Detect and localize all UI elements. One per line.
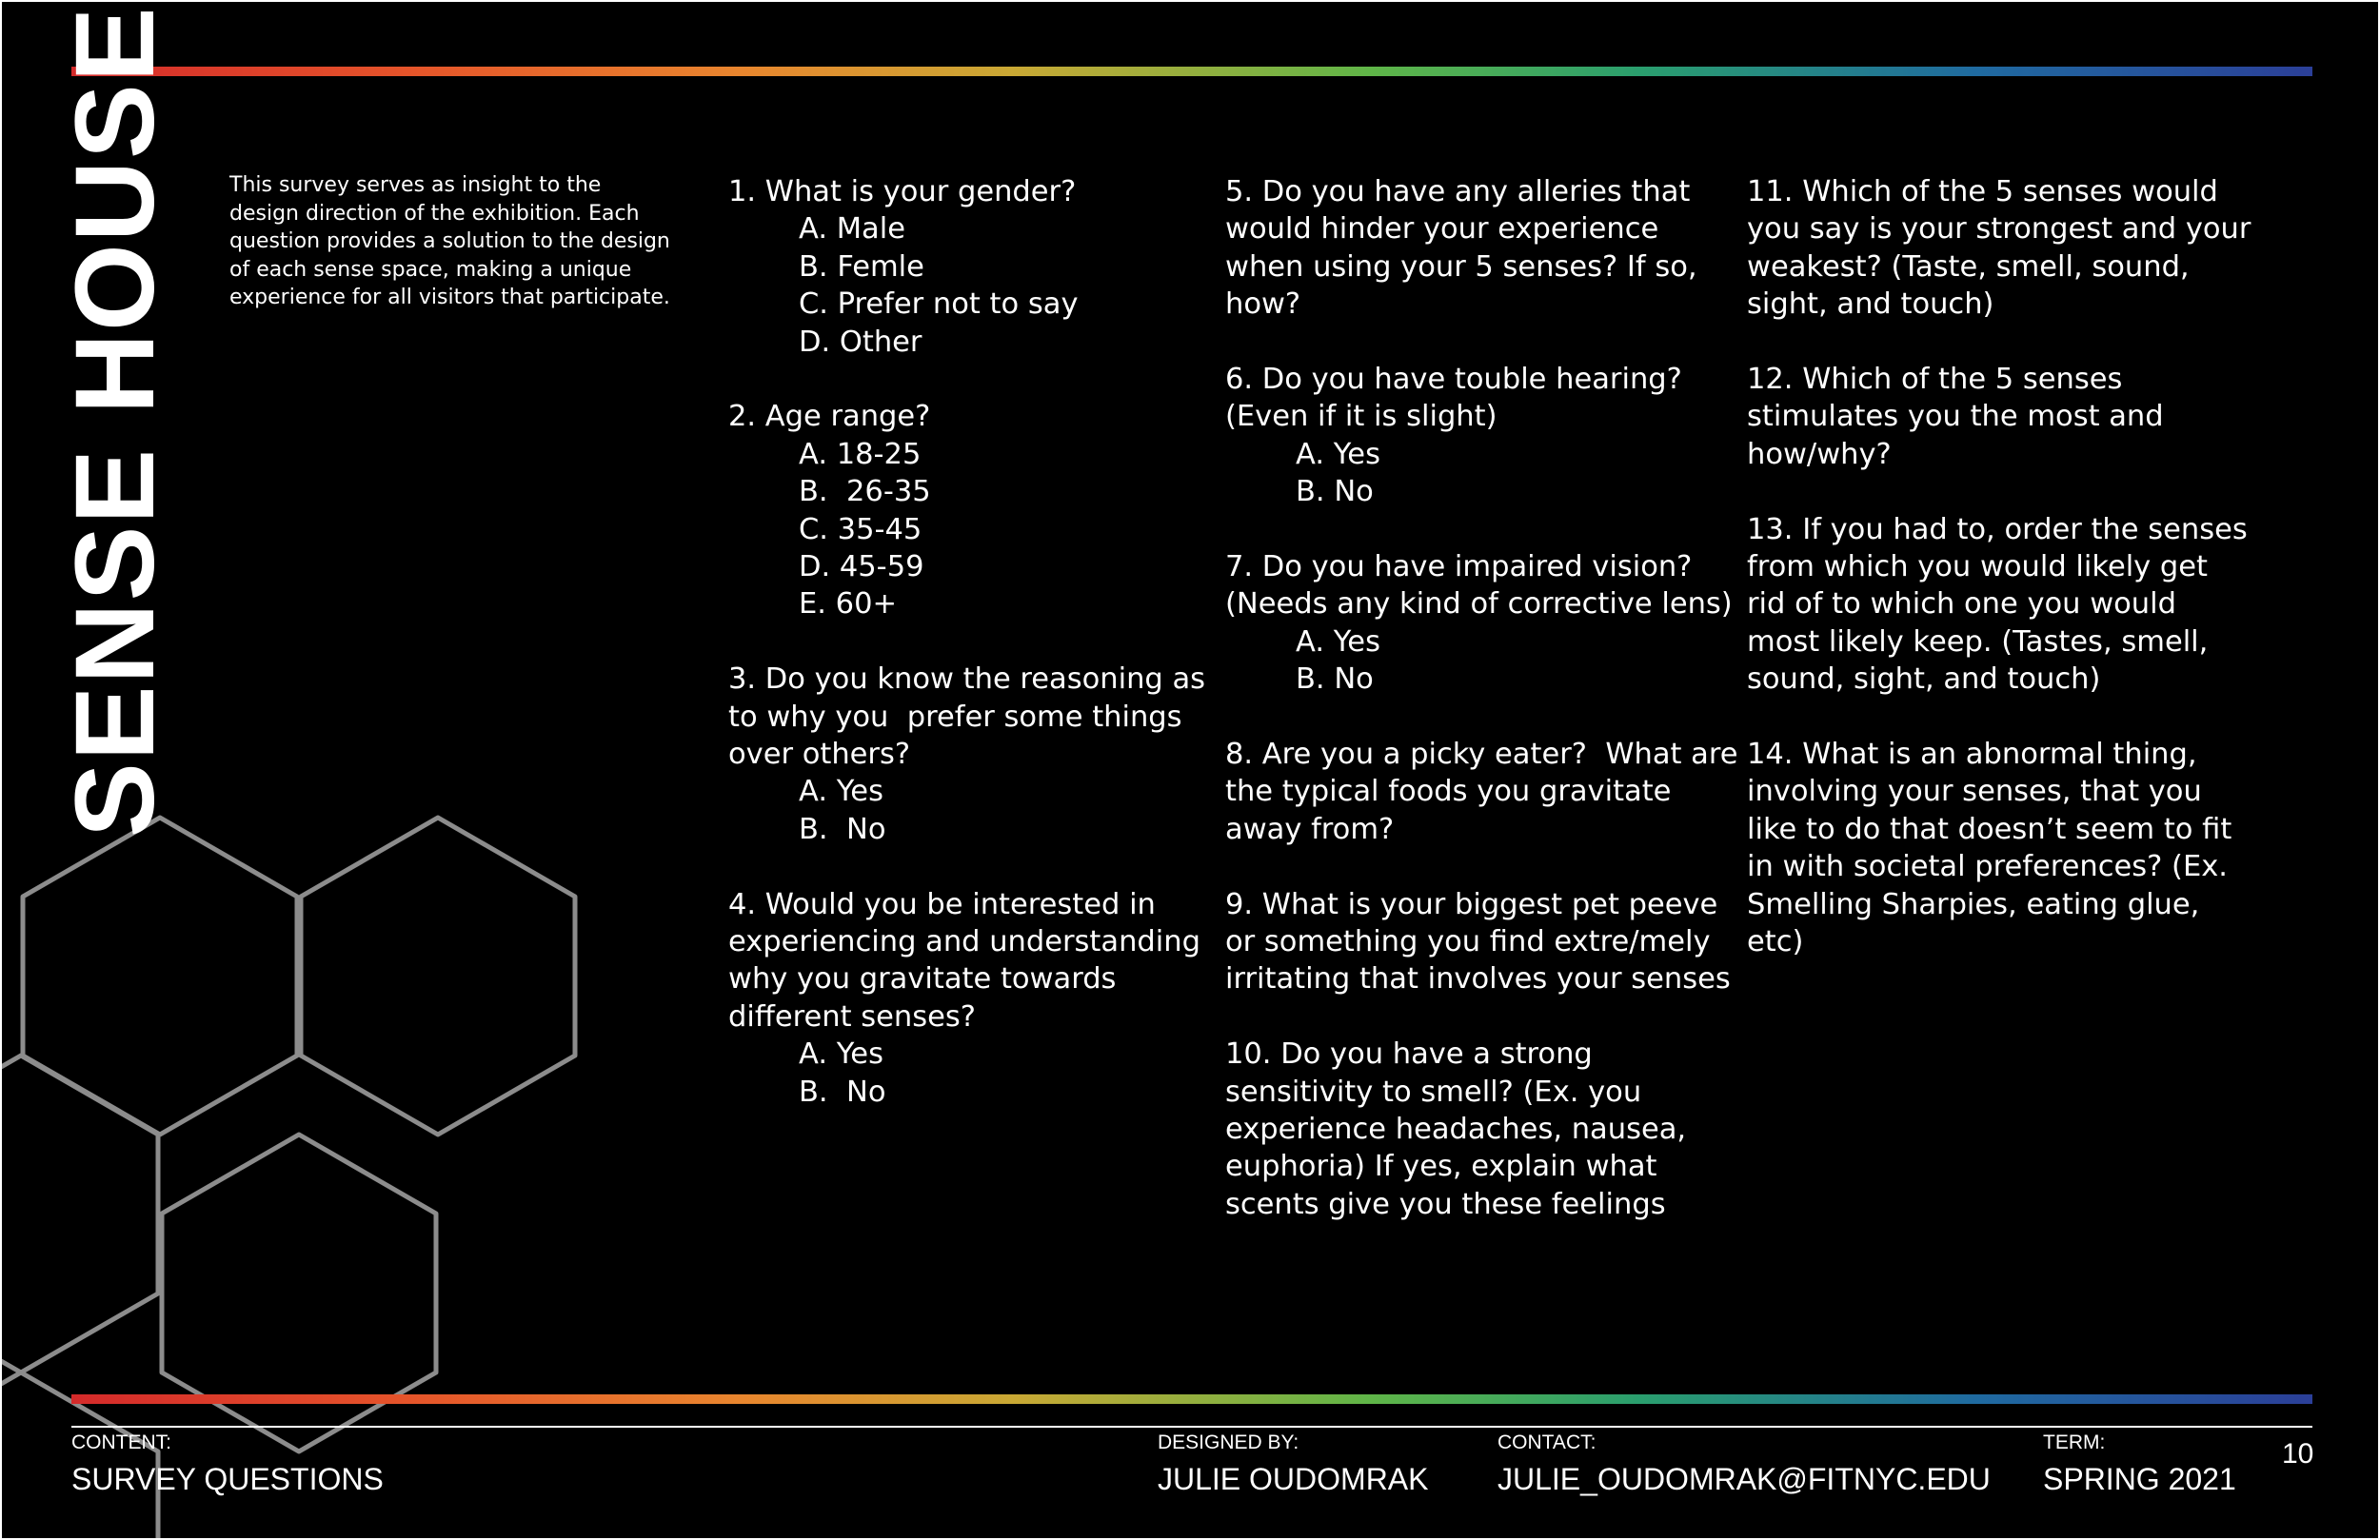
question-6	[1225, 361, 1739, 511]
question-text: 4. Would you be interested in experiencing and understanding why you gravitate towards different senses?	[728, 887, 1210, 1034]
question-10	[1225, 1036, 1739, 1223]
question-11	[1747, 173, 2261, 324]
page-number: 10	[2282, 1438, 2314, 1470]
answer-option: C. 35-45	[799, 512, 922, 546]
question-3	[728, 661, 1214, 848]
question-text: 12. Which of the 5 senses stimulates you the most and how/why?	[1747, 363, 2173, 471]
question-2	[728, 398, 1214, 622]
question-12	[1747, 361, 2251, 473]
answer-option: D. 45-59	[799, 550, 924, 584]
answer-option: A. Yes	[799, 775, 883, 809]
answer-option: A. 18-25	[799, 437, 922, 471]
question-text: 9. What is your biggest pet peeve or something you find extre/mely irritating that involves your senses	[1225, 887, 1731, 997]
question-9	[1225, 886, 1739, 998]
footer-content-label: CONTENT:	[71, 1431, 171, 1453]
question-text: 11. Which of the 5 senses would you say is your strongest and your weakest? (Taste, smell, sound, sight, and touch)	[1747, 175, 2261, 322]
footer-designed-label: DESIGNED BY:	[1158, 1431, 1299, 1453]
question-8	[1225, 736, 1748, 848]
answer-option: B. 26-35	[799, 475, 931, 509]
hexagon-middle	[162, 1135, 436, 1451]
hexagon-bottom-left	[2, 1056, 158, 1372]
answer-option: A. Male	[799, 212, 905, 247]
answer-option: C. Prefer not to say	[799, 287, 1079, 322]
hexagon-top-left	[23, 818, 297, 1135]
question-text: 1. What is your gender?	[728, 175, 1077, 208]
hexagon-top-right	[301, 818, 575, 1135]
question-text: 13. If you had to, order the senses from which you would likely get rid of to which one you would most likely keep. (Tastes, smell, sound, sight, and touch)	[1747, 512, 2257, 697]
footer-term-label: TERM:	[2043, 1431, 2106, 1453]
answer-option: A. Yes	[799, 1037, 883, 1072]
question-4	[728, 886, 1214, 1111]
footer-designed-value: JULIE OUDOMRAK	[1158, 1462, 1429, 1496]
answer-option: D. Other	[799, 325, 922, 359]
answer-option: B. No	[1296, 475, 1374, 509]
question-7	[1225, 548, 1739, 699]
answer-option: A. Yes	[1296, 437, 1380, 471]
footer-term-value: SPRING 2021	[2043, 1462, 2236, 1496]
question-1	[728, 173, 1214, 361]
question-text: 3. Do you know the reasoning as to why you prefer some things over others?	[728, 662, 1215, 772]
answer-option: B. No	[799, 812, 886, 846]
document-page	[2, 2, 2378, 1538]
question-text: 6. Do you have touble hearing? (Even if it is slight)	[1225, 363, 1692, 434]
question-column-3	[1747, 173, 2261, 998]
rainbow-rule-bottom	[71, 1394, 2312, 1404]
question-column-2	[1225, 173, 1748, 1261]
question-text: 2. Age range?	[728, 400, 931, 434]
footer-content-value: SURVEY QUESTIONS	[71, 1462, 384, 1496]
question-5	[1225, 173, 1739, 324]
answer-option: E. 60+	[799, 587, 898, 622]
question-text: 7. Do you have impaired vision? (Needs any kind of corrective lens)	[1225, 550, 1733, 622]
question-text: 14. What is an abnormal thing, involving your senses, that you like to do that doesn’t seem to fit in with societal preferences? (Ex. Smelling Sharpies, eating glue, etc)	[1747, 738, 2242, 959]
footer-contact-value: JULIE_OUDOMRAK@FITNYC.EDU	[1497, 1462, 1991, 1496]
answer-option: B. No	[799, 1075, 886, 1109]
question-column-1	[728, 173, 1214, 1149]
question-text: 10. Do you have a strong sensitivity to smell? (Ex. you experience headaches, nausea, euphoria) If yes, explain what scents give you these feelings	[1225, 1037, 1696, 1221]
question-13	[1747, 511, 2257, 699]
footer-contact-label: CONTACT:	[1497, 1431, 1597, 1453]
answer-option: A. Yes	[1296, 624, 1380, 659]
answer-option: B. Femle	[799, 249, 924, 284]
question-text: 5. Do you have any alleries that would hinder your experience when using your 5 senses? If so, how?	[1225, 175, 1707, 322]
intro-paragraph: This survey serves as insight to the design direction of the exhibition. Each question provides a solution to the design of each sense space, making a unique experience for all visitors that participate.	[229, 173, 670, 309]
question-text: 8. Are you a picky eater? What are the typical foods you gravitate away from?	[1225, 738, 1748, 846]
footer-divider	[71, 1426, 2312, 1428]
brand-title: SENSE HOUSE	[52, 5, 178, 838]
question-14	[1747, 736, 2251, 960]
answer-option: B. No	[1296, 662, 1374, 697]
